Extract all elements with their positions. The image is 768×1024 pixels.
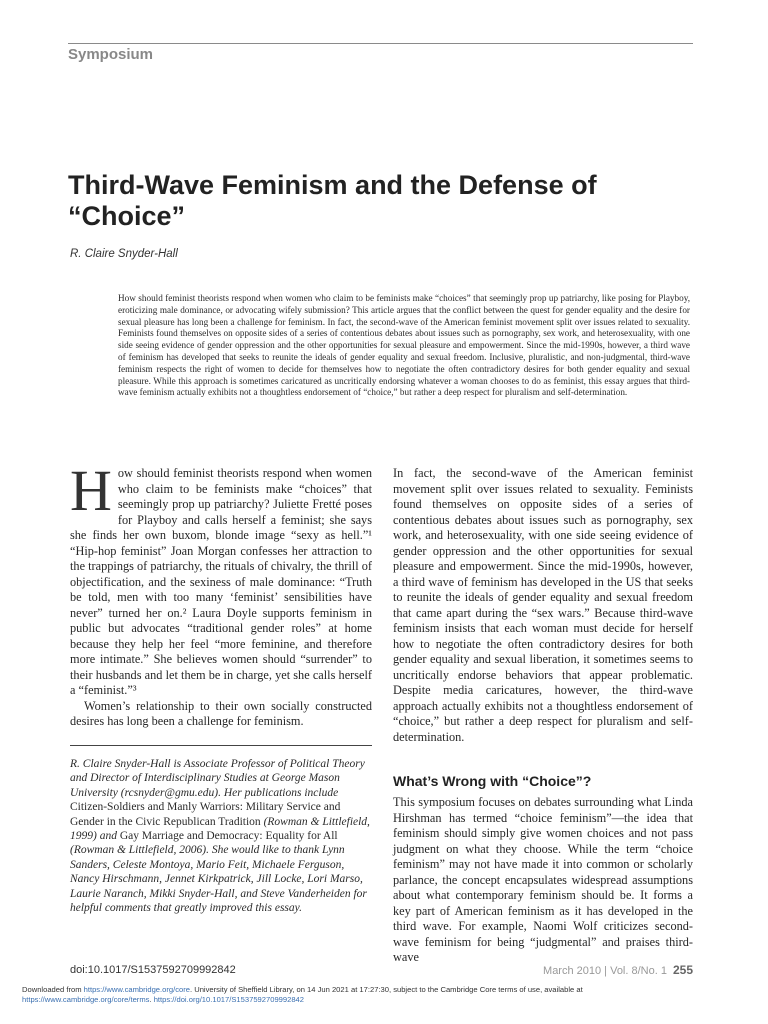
- drop-cap: H: [70, 458, 112, 523]
- left-column: [70, 458, 372, 730]
- left-paragraph-2: Women’s relationship to their own socially constructed desires has long been a challenge for feminism.: [70, 698, 372, 728]
- download-sep: .: [149, 995, 154, 1004]
- download-notice: [22, 985, 722, 1005]
- author-bio: [70, 757, 372, 915]
- download-mid: . University of Sheffield Library, on 14 Jun 2021 at 17:27:30, subject to the Cambridge Core terms of use, available at: [190, 985, 583, 994]
- bio-pub1: (Rowman & Littlefield, 1999) and: [70, 815, 370, 843]
- header-rule: [68, 43, 693, 44]
- right-column: [393, 466, 693, 966]
- right-paragraph-2: This symposium focuses on debates surrounding what Linda Hirshman has termed “choice feminism”—the idea that feminism should simply give women choices and not pass judgment on what they choose. While the term “choice feminism” may not have made it into common or scholarly parlance, the concept encapsulates widespread assumptions about what contemporary feminism should be. It forms a key part of American feminism as it has developed in the third wave. For example, Naomi Wolf criticizes second-wave feminism for being “judgmental” and praises third-wave: [393, 795, 693, 964]
- terms-link[interactable]: https://www.cambridge.org/core/terms: [22, 995, 150, 1004]
- cambridge-core-link[interactable]: https://www.cambridge.org/core: [83, 985, 190, 994]
- journal-issue: March 2010 | Vol. 8/No. 1: [543, 965, 667, 977]
- page-number: 255: [672, 963, 693, 977]
- bio-part2: (Rowman & Littlefield, 2006). She would like to thank Lynn Sanders, Celeste Montoya, Mario Feit, Michaele Ferguson, Nancy Hirschmann, Jennet Kirkpatrick, Jill Locke, Lori Marso, Laurie Naranch, Mikki Snyder-Hall, and Steve Vanderheiden for helpful comments that greatly improved this essay.: [70, 844, 367, 915]
- section-label: Symposium: [68, 46, 154, 63]
- bio-book2: Gay Marriage and Democracy: Equality for All: [119, 830, 338, 843]
- abstract: How should feminist theorists respond when women who claim to be feminists make “choices” that seemingly prop up patriarchy, like posing for Playboy, eroticizing male dominance, or advocating wifely submission? This article argues that the conflict between the quest for gender equality and the desire for sexual pleasure has long been a challenge for feminism. In fact, the second-wave of the American feminist movement split over issues related to sexuality. Feminists found themselves on opposite sides of a series of contentious debates about issues such as pornography, sex work, and heterosexuality, with one side seeing evidence of gender oppression and the other opportunities for sexual pleasure and empowerment. Since the mid-1990s, however, a third wave of feminism has developed that seeks to reunite the ideals of gender equality and sexual freedom. Inclusive, pluralistic, and non-judgmental, third-wave feminism respects the right of women to decide for themselves how to negotiate the often contradictory desires for both gender equality and sexual pleasure. While this approach is sometimes caricatured as uncritically endorsing whatever a woman chooses to do as feminist, this essay argues that third-wave feminism actually exhibits not a thoughtless endorsement of “choice,” but rather a deep respect for pluralism and self-determination.: [118, 293, 690, 398]
- footnote-rule: [70, 745, 372, 746]
- journal-info: [543, 963, 693, 977]
- doi[interactable]: doi:10.1017/S1537592709992842: [70, 964, 236, 976]
- article-author: R. Claire Snyder-Hall: [70, 248, 178, 260]
- article-title: Third-Wave Feminism and the Defense of “Choice”: [68, 170, 597, 231]
- section-heading: What’s Wrong with “Choice”?: [393, 773, 592, 789]
- bio-part1: R. Claire Snyder-Hall is Associate Professor of Political Theory and Director of Interdisciplinary Studies at George Mason University (rcsnyder@gmu.edu). Her publications include: [70, 758, 365, 799]
- download-prefix: Downloaded from: [22, 985, 84, 994]
- bio-book1: Citizen-Soldiers and Manly Warriors: Military Service and Gender in the Civic Republican Tradition: [70, 801, 341, 828]
- intro-paragraph: [70, 458, 372, 699]
- doi-link[interactable]: https://doi.org/10.1017/S1537592709992842: [153, 995, 305, 1004]
- intro-text: ow should feminist theorists respond when women who claim to be feminists make “choices” that seemingly prop up patriarchy? Juliette Fretté poses for Playboy and calls herself a feminist; she says she finds her own buxom, blonde image “sexy as hell.”¹ “Hip-hop feminist” Joan Morgan confesses her attraction to the trappings of patriarchy, the rituals of chivalry, the thrill of objectification, and the sexiness of male dominance: “Truth be told, men with too many ‘feminist’ sensibilities have never” turned her on.² Laura Doyle supports feminism in public but advocates “traditional gender roles” at home because they help her feel “more feminine, and therefore more intimate.” She believes women should “surrender” to their husbands and let them be in charge, yet she calls herself a “feminist.”³: [70, 466, 372, 697]
- right-paragraph-1: In fact, the second-wave of the American feminist movement split over issues related to sexuality. Feminists found themselves on opposite sides of a series of contentious debates about issues such as pornography, sex work, and heterosexuality, with one side seeing evidence of gender oppression and the other opportunities for sexual pleasure and empowerment. Since the mid-1990s, however, a third wave of feminism has developed in the US that seeks to reunite the ideals of gender equality and sexual freedom that came apart during the “sex wars.” Because third-wave feminism insists that each woman must decide for herself how to negotiate the often contradictory desires for both gender equality and sexual liberation, it sometimes seems to uncritically endorse behaviors that appear problematic. Despite media caricatures, however, the third-wave approach actually exhibits not a thoughtless endorsement of “choice,” but rather a deep respect for pluralism and self-determination.: [393, 466, 693, 744]
